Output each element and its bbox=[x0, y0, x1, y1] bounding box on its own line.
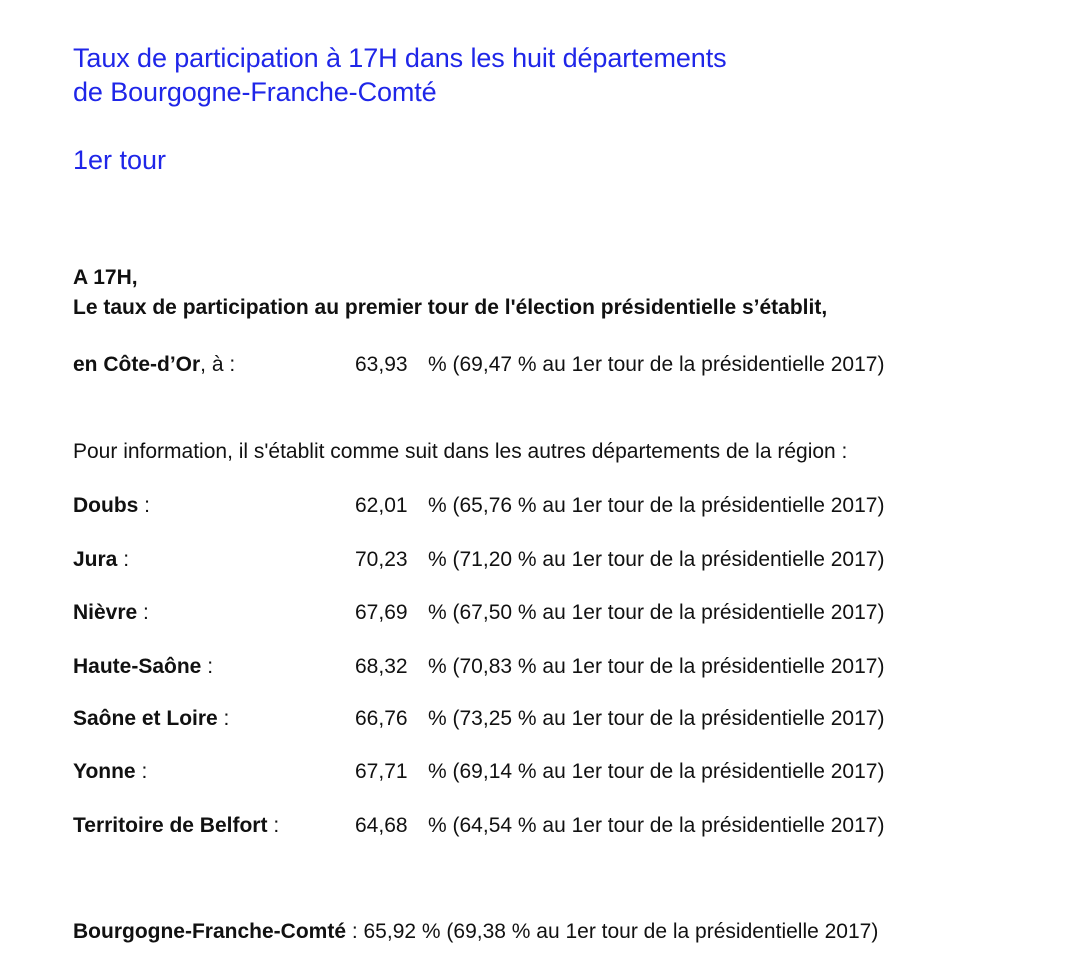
region-rate-text: : 65,92 % (69,38 % au 1er tour de la présidentielle 2017) bbox=[346, 920, 879, 943]
comparison-note: % (69,47 % au 1er tour de la présidentielle 2017) bbox=[428, 353, 885, 376]
participation-rate: 67,69 bbox=[355, 601, 408, 624]
department-row bbox=[73, 546, 885, 574]
department-name: Jura bbox=[73, 548, 118, 571]
page-title-line-1: Taux de participation à 17H dans les huit départements bbox=[73, 43, 727, 73]
participation-rate: 70,23 bbox=[355, 548, 408, 571]
department-separator: : bbox=[135, 760, 148, 783]
department-suffix: , à : bbox=[200, 353, 236, 376]
page-title-line-2: de Bourgogne-Franche-Comté bbox=[73, 77, 437, 107]
department-separator: : bbox=[117, 548, 130, 571]
department-row bbox=[73, 705, 885, 733]
participation-rate: 62,01 bbox=[355, 494, 408, 517]
department-name: Territoire de Belfort bbox=[73, 814, 268, 837]
comparison-note: % (71,20 % au 1er tour de la présidentielle 2017) bbox=[428, 548, 885, 571]
info-paragraph: Pour information, il s'établit comme suit dans les autres départements de la région : bbox=[73, 440, 848, 463]
department-row bbox=[73, 599, 885, 627]
department-separator: : bbox=[138, 494, 150, 517]
department-row bbox=[73, 812, 885, 840]
department-row bbox=[73, 653, 885, 681]
intro-paragraph bbox=[73, 263, 827, 323]
comparison-note: % (67,50 % au 1er tour de la présidentielle 2017) bbox=[428, 601, 885, 624]
cote-dor-row bbox=[73, 351, 885, 379]
department-row bbox=[73, 492, 885, 520]
region-row bbox=[73, 918, 878, 946]
department-name: Nièvre bbox=[73, 601, 138, 624]
participation-rate: 63,93 bbox=[355, 353, 408, 376]
department-separator: : bbox=[267, 814, 280, 837]
comparison-note: % (73,25 % au 1er tour de la présidentielle 2017) bbox=[428, 707, 885, 730]
department-name: en Côte-d’Or bbox=[73, 353, 201, 376]
department-name: Doubs bbox=[73, 494, 139, 517]
comparison-note: % (65,76 % au 1er tour de la présidentielle 2017) bbox=[428, 494, 885, 517]
participation-rate: 64,68 bbox=[355, 814, 408, 837]
participation-rate: 66,76 bbox=[355, 707, 408, 730]
department-name: Yonne bbox=[73, 760, 136, 783]
participation-rate: 68,32 bbox=[355, 655, 408, 678]
intro-line-2: Le taux de participation au premier tour de l'élection présidentielle s’établit, bbox=[73, 296, 828, 319]
round-subtitle: 1er tour bbox=[73, 145, 167, 175]
department-row bbox=[73, 758, 885, 786]
participation-rate: 67,71 bbox=[355, 760, 408, 783]
comparison-note: % (69,14 % au 1er tour de la présidentielle 2017) bbox=[428, 760, 885, 783]
department-name: Haute-Saône bbox=[73, 655, 202, 678]
intro-line-1: A 17H, bbox=[73, 266, 138, 289]
department-separator: : bbox=[137, 601, 149, 624]
comparison-note: % (70,83 % au 1er tour de la présidentielle 2017) bbox=[428, 655, 885, 678]
comparison-note: % (64,54 % au 1er tour de la présidentielle 2017) bbox=[428, 814, 885, 837]
department-separator: : bbox=[201, 655, 214, 678]
region-name: Bourgogne-Franche-Comté bbox=[73, 920, 346, 943]
page-title bbox=[73, 41, 727, 109]
department-separator: : bbox=[217, 707, 230, 730]
department-name: Saône et Loire bbox=[73, 707, 218, 730]
